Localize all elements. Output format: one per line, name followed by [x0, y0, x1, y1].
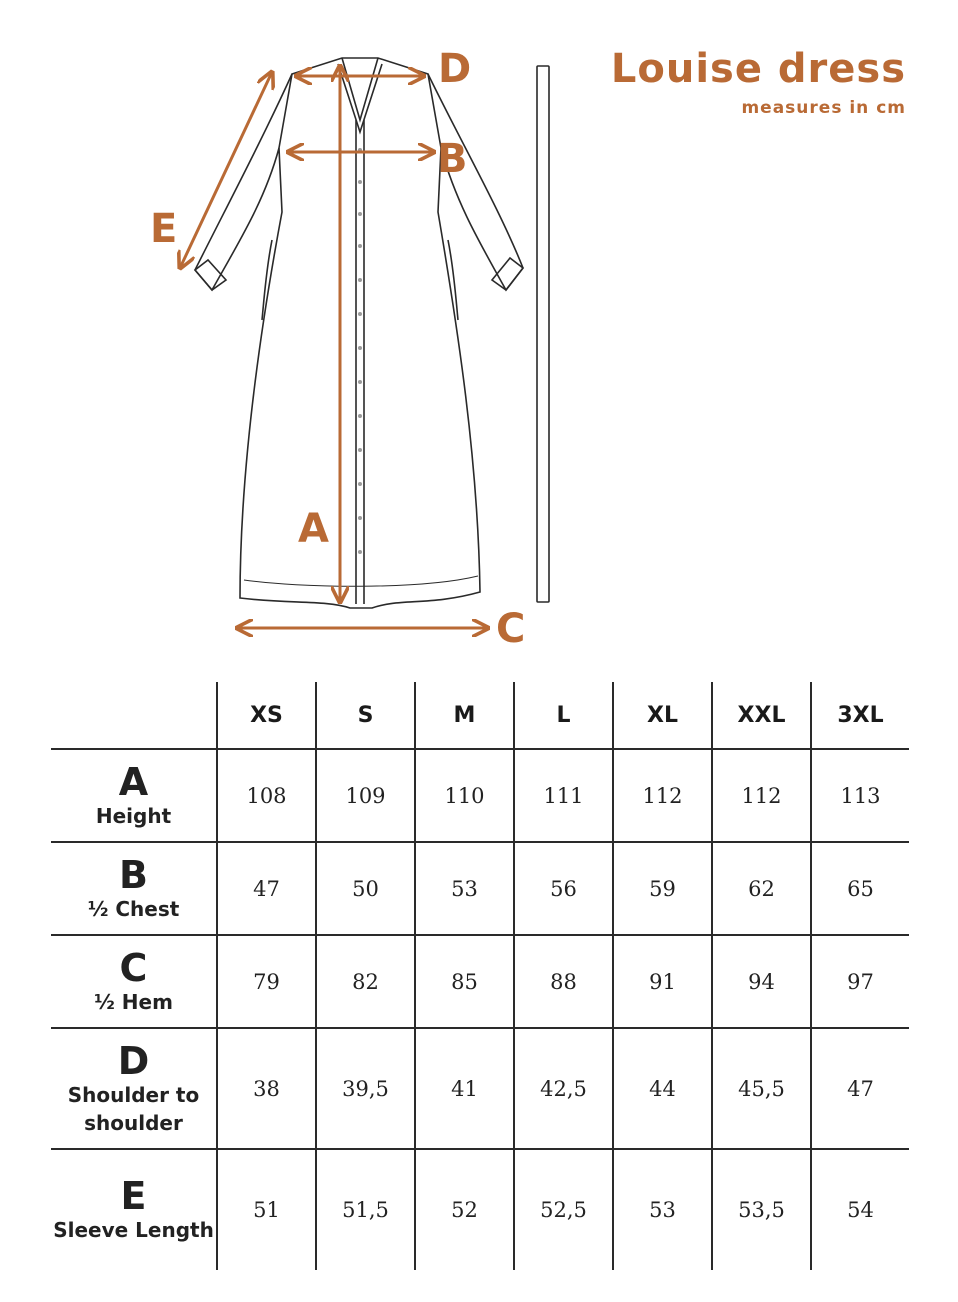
- table-cell: 88: [514, 935, 613, 1028]
- table-cell: 59: [613, 842, 712, 935]
- table-cell: 112: [712, 749, 811, 842]
- table-cell: 47: [811, 1028, 909, 1149]
- arrow-e: [180, 72, 272, 268]
- table-cell: 97: [811, 935, 909, 1028]
- label-c: C: [496, 606, 526, 652]
- table-cell: 91: [613, 935, 712, 1028]
- size-col-s: S: [316, 682, 415, 749]
- label-b: B: [437, 136, 468, 182]
- table-cell: 79: [217, 935, 316, 1028]
- table-row: [51, 1028, 909, 1149]
- table-cell: 47: [217, 842, 316, 935]
- table-cell: 54: [811, 1149, 909, 1270]
- title-block: [611, 44, 906, 118]
- table-cell: 50: [316, 842, 415, 935]
- table-cell: 39,5: [316, 1028, 415, 1149]
- row-header: [51, 1149, 217, 1270]
- table-row: [51, 749, 909, 842]
- corner-cell: [51, 682, 217, 749]
- buttons: [358, 148, 362, 554]
- table-cell: 53: [613, 1149, 712, 1270]
- row-letter: E: [120, 1174, 147, 1218]
- table-cell: 56: [514, 842, 613, 935]
- table-cell: 85: [415, 935, 514, 1028]
- table-cell: 52: [415, 1149, 514, 1270]
- table-cell: 110: [415, 749, 514, 842]
- size-col-l: L: [514, 682, 613, 749]
- row-name: Sleeve Length: [53, 1218, 214, 1242]
- size-col-3xl: 3XL: [811, 682, 909, 749]
- table-cell: 53: [415, 842, 514, 935]
- table-cell: 113: [811, 749, 909, 842]
- row-name: Height: [95, 803, 172, 828]
- table-cell: 42,5: [514, 1028, 613, 1149]
- table-cell: 44: [613, 1028, 712, 1149]
- table-cell: 82: [316, 935, 415, 1028]
- table-cell: 109: [316, 749, 415, 842]
- table-row: [51, 842, 909, 935]
- size-col-xl: XL: [613, 682, 712, 749]
- size-col-xs: XS: [217, 682, 316, 749]
- size-col-m: M: [415, 682, 514, 749]
- row-header: [51, 1028, 217, 1149]
- table-cell: 38: [217, 1028, 316, 1149]
- table-cell: 65: [811, 842, 909, 935]
- row-header: [51, 749, 217, 842]
- table-cell: 45,5: [712, 1028, 811, 1149]
- units-subtitle: measures in cm: [741, 98, 906, 118]
- label-e: E: [150, 206, 178, 252]
- label-d: D: [438, 46, 472, 92]
- label-a: A: [298, 506, 329, 552]
- row-letter: B: [119, 852, 148, 897]
- size-table: [51, 682, 909, 1270]
- table-cell: 94: [712, 935, 811, 1028]
- table-cell: 111: [514, 749, 613, 842]
- row-header: [51, 842, 217, 935]
- product-title: Louise dress: [610, 46, 906, 92]
- row-name: ½ Hem: [94, 989, 173, 1014]
- row-header: [51, 935, 217, 1028]
- table-row: [51, 1149, 909, 1270]
- size-col-xxl: XXL: [712, 682, 811, 749]
- row-letter: C: [119, 945, 148, 990]
- table-cell: 62: [712, 842, 811, 935]
- table-cell: 51,5: [316, 1149, 415, 1270]
- table-cell: 53,5: [712, 1149, 811, 1270]
- table-cell: 41: [415, 1028, 514, 1149]
- table-row: [51, 935, 909, 1028]
- row-name: Shoulder to shoulder: [67, 1082, 200, 1135]
- row-name: ½ Chest: [87, 896, 180, 921]
- table-cell: 108: [217, 749, 316, 842]
- row-letter: D: [117, 1038, 150, 1083]
- table-cell: 52,5: [514, 1149, 613, 1270]
- table-cell: 51: [217, 1149, 316, 1270]
- dress-outline: [195, 58, 549, 608]
- row-letter: A: [118, 759, 149, 804]
- size-header-row: [51, 682, 909, 749]
- table-cell: 112: [613, 749, 712, 842]
